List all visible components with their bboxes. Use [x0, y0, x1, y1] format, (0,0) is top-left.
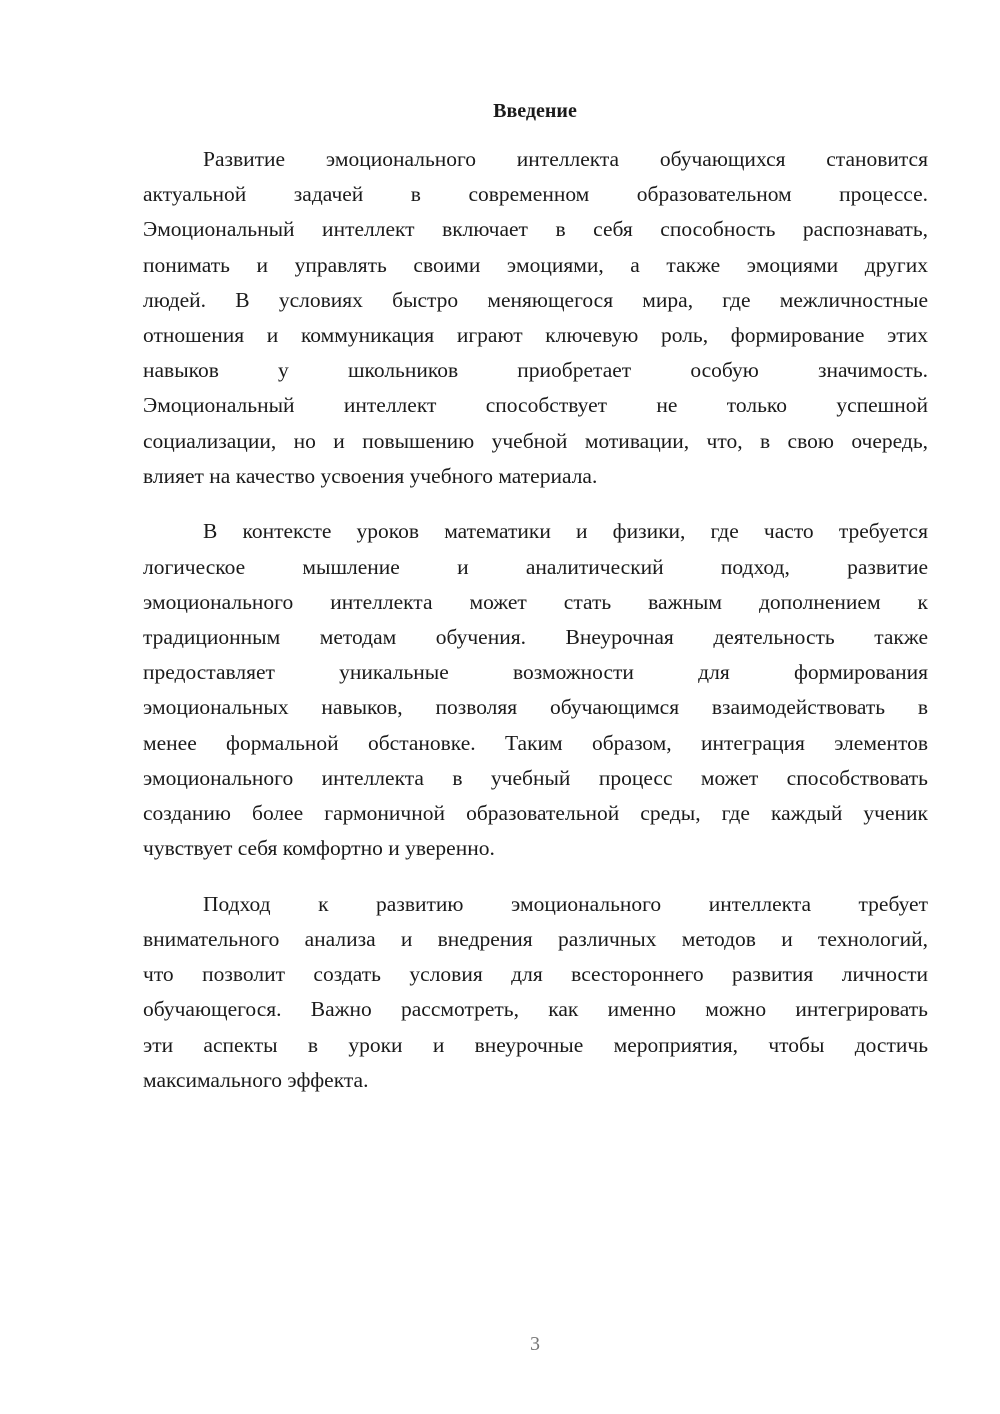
section-title: Введение — [493, 100, 577, 122]
text-line: менее формальной обстановке. Таким образом, интеграция элементов — [143, 730, 928, 755]
text-line: Эмоциональный интеллект включает в себя способность распознавать, — [143, 217, 928, 242]
text-line: актуальной задачей в современном образовательном процессе. — [143, 182, 928, 207]
text-line: эмоционального интеллекта может стать важным дополнением к — [143, 589, 928, 614]
text-line: навыков у школьников приобретает особую значимость. — [143, 358, 928, 383]
text-line: эмоциональных навыков, позволяя обучающимся взаимодействовать в — [143, 695, 928, 720]
text-line: логическое мышление и аналитический подход, развитие — [143, 554, 928, 579]
text-line: что позволит создать условия для всестороннего развития личности — [143, 962, 928, 987]
text-line: понимать и управлять своими эмоциями, а также эмоциями других — [143, 252, 928, 277]
document-body — [143, 142, 928, 1118]
text-line: максимального эффекта. — [143, 1067, 369, 1092]
text-line: обучающегося. Важно рассмотреть, как именно можно интегрировать — [143, 997, 928, 1022]
text-line: людей. В условиях быстро меняющегося мира, где межличностные — [143, 287, 928, 312]
paragraph — [143, 142, 928, 494]
text-line: созданию более гармоничной образовательной среды, где каждый ученик — [143, 800, 928, 825]
text-line: чувствует себя комфортно и уверенно. — [143, 836, 495, 861]
text-line: Эмоциональный интеллект способствует не только успешной — [143, 393, 928, 418]
paragraph — [143, 887, 928, 1098]
page-number: 3 — [530, 1333, 540, 1355]
text-line: Развитие эмоционального интеллекта обучающихся становится — [203, 147, 928, 171]
text-line: предоставляет уникальные возможности для формирования — [143, 660, 928, 685]
text-line: В контексте уроков математики и физики, где часто требуется — [203, 519, 928, 544]
text-line: эти аспекты в уроки и внеурочные мероприятия, чтобы достичь — [143, 1032, 928, 1057]
text-line: влияет на качество усвоения учебного материала. — [143, 463, 598, 488]
text-line: отношения и коммуникация играют ключевую роль, формирование этих — [143, 322, 928, 347]
paragraph — [143, 514, 928, 866]
text-line: традиционным методам обучения. Внеурочная деятельность также — [143, 624, 928, 649]
text-line: Подход к развитию эмоционального интеллекта требует — [203, 891, 928, 916]
text-line: социализации, но и повышению учебной мотивации, что, в свою очередь, — [143, 428, 928, 453]
text-line: внимательного анализа и внедрения различных методов и технологий, — [143, 926, 928, 951]
text-line: эмоционального интеллекта в учебный процесс может способствовать — [143, 765, 928, 790]
